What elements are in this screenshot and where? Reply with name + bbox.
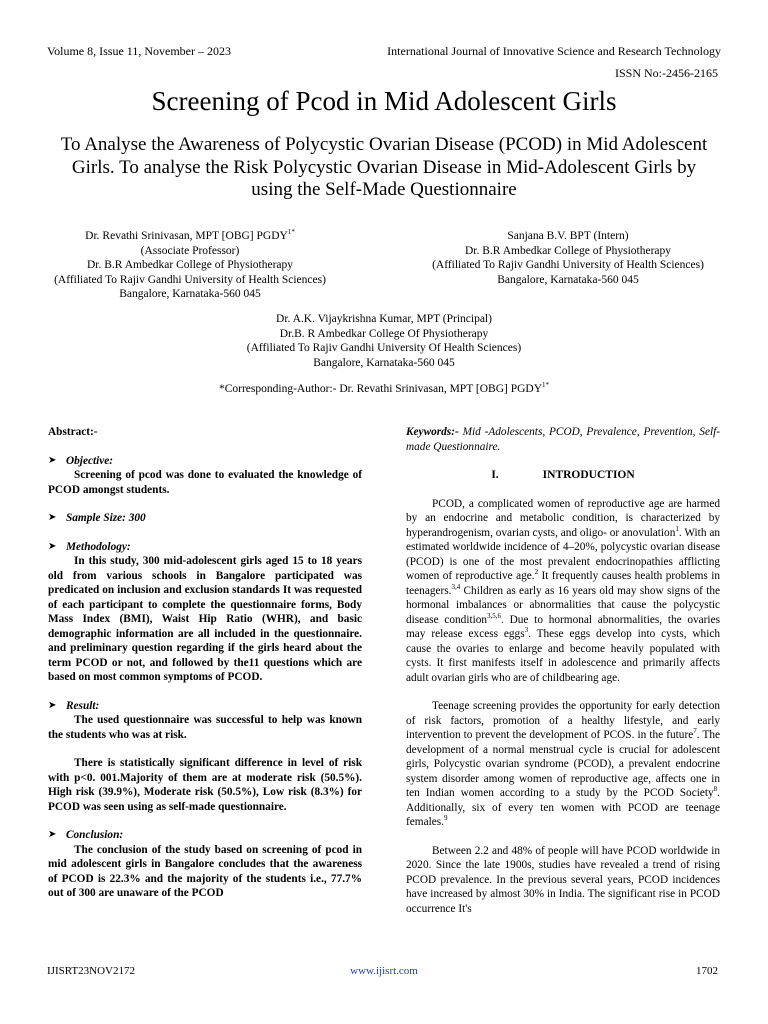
citation-superscript: 3 [524, 626, 529, 635]
author-block-2 [398, 229, 738, 287]
citation-superscript: 3,4 [451, 582, 461, 591]
author-name: Dr. Revathi Srinivasan, MPT [OBG] PGDY [85, 230, 288, 242]
arrow-bullet-icon: ➤ [48, 699, 57, 711]
arrow-bullet-icon: ➤ [48, 454, 57, 466]
author-superscript: 1* [287, 228, 295, 237]
author-college: Dr. B.R Ambedkar College of Physiotherapy [86, 259, 294, 271]
issn: ISSN No:-2456-2165 [614, 66, 718, 80]
author-name: Sanjana B.V. BPT (Intern) [507, 230, 629, 242]
article-code: IJISRT23NOV2172 [47, 965, 135, 977]
sample-size-label: Sample Size: 300 [66, 512, 146, 524]
paper-title: Screening of Pcod in Mid Adolescent Girls [151, 86, 617, 116]
objective-label: Objective: [66, 454, 114, 467]
text-run: . Due to hormonal abnormalities, the ovaries may release excess eggs [406, 613, 720, 640]
citation-superscript: 3,5,6 [487, 611, 502, 620]
author-affiliation: (Affiliated To Rajiv Gandhi University of Health Sciences) [432, 259, 704, 271]
result-heading [48, 699, 362, 714]
methodology-text: In this study, 300 mid-adolescent girls aged 15 to 18 years old from various schools in Bangalore participated was predicated on inclusion and exclusion standards It was requested of each participant to complete the questionnaire forms, Body Mass Index (BMI), Waist Hip Ratio (WHR), and basic demographic information are all included in the questionnaire. and preliminary question regarding if the girls heard about the term PCOD or not, and followed by the11 questions which are based on most common symptoms of PCOD. [48, 555, 362, 683]
methodology-heading [48, 540, 362, 555]
citation-superscript: 7 [693, 727, 697, 736]
arrow-bullet-icon: ➤ [48, 540, 57, 552]
author-city: Bangalore, Karnataka-560 045 [313, 356, 455, 369]
intro-paragraph-1 [406, 497, 720, 686]
introduction-column [406, 425, 720, 916]
author-college: Dr. B.R Ambedkar College of Physiotherapy [464, 244, 672, 257]
text-run: PCOD, a complicated women of reproductive age are harmed by an endocrine and metabolic condition, is characterized by hyperandrogenism, ovarian cysts, and oligo- or anovulation [406, 497, 720, 539]
citation-superscript: 9 [443, 814, 448, 823]
text-run: . The development of a normal menstrual cycle is crucial for adolescent girls, Polycystic ovarian syndrome (PCOD), a prevalent endocrine system disorder among women of reproductive age, affects one in ten Indian women according to a study by the PCOD Society [406, 729, 721, 799]
intro-paragraph-3: Between 2.2 and 48% of people will have PCOD worldwide in 2020. Since the late 1900s, studies have revealed a trend of rising PCOD prevalence. In the previous several years, PCOD incidences have increased by almost 30% in India. The significant rise in PCOD occurrence It's [406, 844, 720, 915]
corresponding-superscript: 1* [542, 381, 550, 390]
abstract-heading: Abstract:- [48, 426, 98, 438]
conclusion-label: Conclusion: [66, 829, 124, 841]
sample-size-heading [48, 511, 362, 526]
result-label: Result: [66, 699, 100, 712]
author-city: Bangalore, Karnataka-560 045 [497, 273, 639, 286]
journal-name: International Journal of Innovative Science and Research Technology [387, 44, 721, 58]
arrow-bullet-icon: ➤ [48, 829, 57, 840]
author-college: Dr.B. R Ambedkar College Of Physiotherapy [279, 327, 489, 340]
text-run: Teenage screening provides the opportunity for early detection of risk factors, promotion of a healthy lifestyle, and early intervention to prevent the development of PCOS. in the future [406, 700, 720, 741]
intro-paragraph-2 [406, 699, 720, 830]
text-run: . These eggs develop into cysts, which cause the ovaries to enlarge and become heavily populated with cysts. It first manifests itself in adolescence and primarily affects adult ovarian girls who are of childbearing age. [406, 628, 720, 684]
result-text-1: The used questionnaire was successful to help was known the students who was at risk. [48, 714, 362, 741]
keywords [406, 425, 720, 454]
text-run: It frequently causes health problems in teenagers. [406, 570, 720, 597]
result-text-2: There is statistically significant difference in level of risk with p<0. 001.Majority of them are at moderate risk (50.5%). High risk (39.9%), Moderate risk (50.5%), Low risk (8.3%) for PCOD was seen using as self-made questionnaire. [48, 757, 362, 813]
page-number: 1702 [696, 965, 718, 977]
author-affiliation: (Affiliated To Rajiv Gandhi University Of Health Sciences) [246, 342, 522, 354]
keywords-label: Keywords:- [406, 426, 459, 438]
author-role: (Associate Professor) [140, 244, 240, 257]
citation-superscript: 1 [675, 524, 679, 533]
citation-superscript: 8 [713, 785, 718, 794]
keywords-text: Mid -Adolescents, PCOD, Prevalence, Prevention, Self-made Questionnaire. [406, 426, 720, 453]
conclusion-heading [48, 828, 362, 843]
corresponding-author [0, 383, 768, 395]
text-run: . With an estimated worldwide incidence of 4–20%, polycystic ovarian disease (PCOD) is one of the most prevalent endocrinopathies afflicting women of reproductive age. [406, 526, 720, 582]
abstract-column [48, 425, 362, 901]
arrow-bullet-icon: ➤ [48, 512, 57, 523]
text-run: . Additionally, six of every ten women with PCOD are teenage females. [406, 787, 720, 828]
section-title: INTRODUCTION [542, 469, 635, 481]
conclusion-text: The conclusion of the study based on screening of pcod in mid adolescent girls in Bangalore concludes that the awareness of PCOD is 22.3% and the majority of the students i.e., 77.7% out of 300 are unaware of the PCOD [48, 843, 362, 899]
paper-subtitle: To Analyse the Awareness of Polycystic Ovarian Disease (PCOD) in Mid Adolescent Girls. To analyse the Risk Polycystic Ovarian Disease in Mid-Adolescent Girls by using the Self-Made Questionnaire [60, 134, 708, 200]
text-run: Children as early as 16 years old may show signs of the hormonal imbalances or abnormalities that cause the polycystic disease condition [406, 584, 720, 626]
journal-volume: Volume 8, Issue 11, November – 2023 [47, 44, 231, 58]
author-affiliation: (Affiliated To Rajiv Gandhi University of Health Sciences) [54, 273, 326, 286]
introduction-heading [406, 468, 720, 483]
objective-text: Screening of pcod was done to evaluated the knowledge of PCOD amongst students. [48, 469, 362, 496]
journal-url-link[interactable]: www.ijisrt.com [350, 965, 418, 977]
author-block-3 [184, 312, 584, 370]
author-name: Dr. A.K. Vijaykrishna Kumar, MPT (Principal) [276, 313, 492, 325]
objective-heading [48, 454, 362, 469]
methodology-label: Methodology: [66, 540, 131, 553]
corresponding-author-text: *Corresponding-Author:- Dr. Revathi Srinivasan, MPT [OBG] PGDY [218, 383, 543, 395]
author-block-1 [40, 229, 340, 302]
author-city: Bangalore, Karnataka-560 045 [119, 288, 261, 300]
citation-superscript: 2 [534, 568, 539, 577]
section-number: I. [491, 469, 499, 481]
